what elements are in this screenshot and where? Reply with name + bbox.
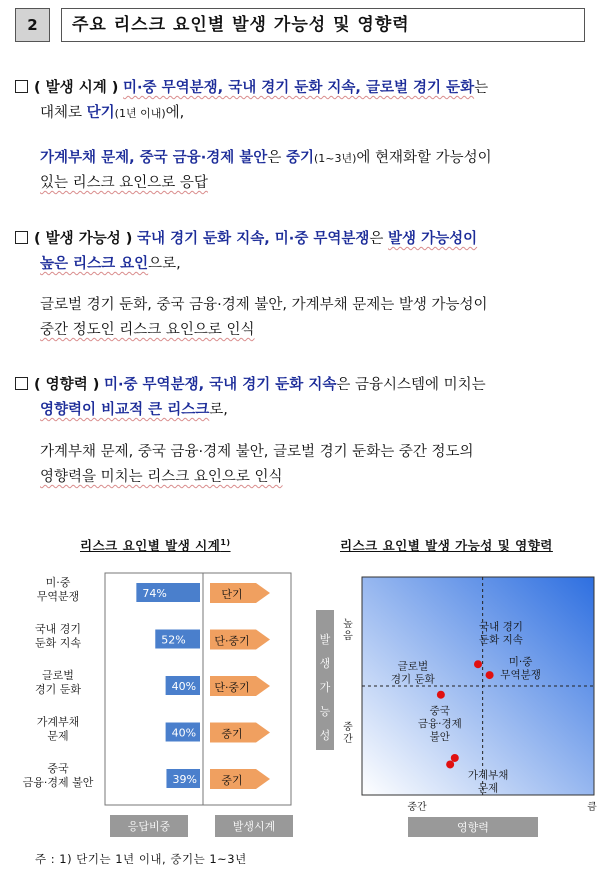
ylabel-char: 가 — [319, 681, 331, 694]
horizon-label: 단·중기 — [214, 634, 250, 648]
point-label: 국내 경기 — [479, 621, 523, 634]
ytick-high: 높 — [343, 619, 353, 630]
bullet-likelihood: ( 발생 가능성 ) 국내 경기 둔화 지속, 미·중 무역분쟁은 발생 가능성이 높은 리스크 요인으로, — [15, 227, 593, 277]
xtick-mid: 중간 — [407, 802, 427, 813]
bar-value-label: 40% — [171, 726, 197, 740]
bullet-impact: ( 영향력 ) 미·중 무역분쟁, 국내 경기 둔화 지속은 금융시스템에 미치는 영향력이 비교적 큰 리스크로, — [15, 373, 593, 423]
point-label: 경기 둔화 — [390, 673, 435, 686]
point-label: 불안 — [429, 730, 450, 743]
horizon-label: 단기 — [221, 588, 243, 601]
category-label: 둔화 지속 — [34, 636, 82, 650]
ylabel-char: 능 — [319, 705, 331, 718]
bar-value-label: 39% — [172, 773, 197, 786]
left-chart-title: 리스크 요인별 발생 시계$^{1)}$ — [80, 537, 231, 553]
footnote: 주 : 1) 단기는 1년 이내, 중기는 1~3년 — [35, 852, 247, 866]
point-label: 글로벌 — [397, 660, 429, 673]
ylabel-char: 발 — [319, 633, 331, 646]
checkbox-square-icon — [15, 377, 28, 390]
checkbox-square-icon — [15, 80, 28, 93]
xtick-large: 큼 — [587, 802, 597, 813]
right-chart-title: 리스크 요인별 발생 가능성 및 영향력 — [340, 538, 553, 553]
point-label: 중국 — [429, 704, 450, 717]
ytick-mid: 간 — [343, 734, 353, 745]
data-point — [474, 660, 482, 668]
bar-value-label: 74% — [142, 587, 167, 600]
point-label: 둔화 지속 — [479, 634, 523, 647]
data-point — [446, 760, 454, 768]
category-label: 글로벌 — [42, 669, 74, 682]
category-label: 국내 경기 — [34, 622, 82, 636]
bar-value-label: 40% — [171, 680, 197, 693]
point-label: 무역분쟁 — [500, 669, 541, 682]
timing-detail: 가계부채 문제, 중국 금융·경제 불안은 중기(1~3년)에 현재화할 가능성이 있는 리스크 요인으로 응답 — [40, 150, 492, 191]
xlabel-right: 발생시계 — [232, 820, 276, 833]
category-label: 가계부채 — [36, 715, 80, 729]
checkbox-square-icon — [15, 231, 28, 244]
data-point — [486, 671, 494, 679]
timing-bar-chart — [10, 565, 300, 845]
horizon-label: 중기 — [221, 774, 243, 787]
category-label: 경기 둔화 — [34, 683, 82, 696]
impact-detail: 가계부채 문제, 중국 금융·경제 불안, 글로벌 경기 둔화는 중간 정도의 영향력을 미치는 리스크 요인으로 인식 — [40, 444, 474, 485]
section-header — [15, 8, 585, 42]
horizon-label: 단·중기 — [214, 681, 250, 694]
category-label: 중국 — [47, 762, 69, 775]
category-label: 미·중 — [45, 576, 71, 589]
section-number: 2 — [15, 8, 50, 42]
horizon-label: 중기 — [221, 727, 243, 741]
xlabel-left: 응답비중 — [127, 820, 171, 833]
category-label: 무역분쟁 — [36, 590, 80, 603]
data-point — [437, 691, 445, 699]
category-label: 금융·경제 불안 — [22, 776, 94, 789]
section-title: 주요 리스크 요인별 발생 가능성 및 영향력 — [61, 8, 585, 42]
point-label: 가계부채 — [467, 769, 509, 782]
xlabel: 영향력 — [457, 821, 489, 834]
likelihood-impact-scatter — [310, 565, 600, 845]
ylabel-char: 성 — [319, 729, 331, 742]
point-label: 미·중 — [508, 656, 533, 669]
likelihood-detail: 글로벌 경기 둔화, 중국 금융·경제 불안, 가계부채 문제는 발생 가능성이 중간 정도인 리스크 요인으로 인식 — [40, 297, 488, 338]
bullet-timing: ( 발생 시계 ) 미·중 무역분쟁, 국내 경기 둔화 지속, 글로벌 경기 둔화는 대체로 단기(1년 이내)에, — [15, 76, 593, 126]
point-label: 금융·경제 — [417, 717, 462, 730]
bar-value-label: 52% — [161, 633, 186, 647]
ytick-mid: 중 — [343, 722, 353, 733]
category-label: 문제 — [47, 729, 69, 743]
ytick-high: 음 — [343, 631, 353, 642]
point-label: 문제 — [478, 782, 499, 795]
ylabel-char: 생 — [319, 657, 331, 670]
data-point — [451, 754, 459, 762]
